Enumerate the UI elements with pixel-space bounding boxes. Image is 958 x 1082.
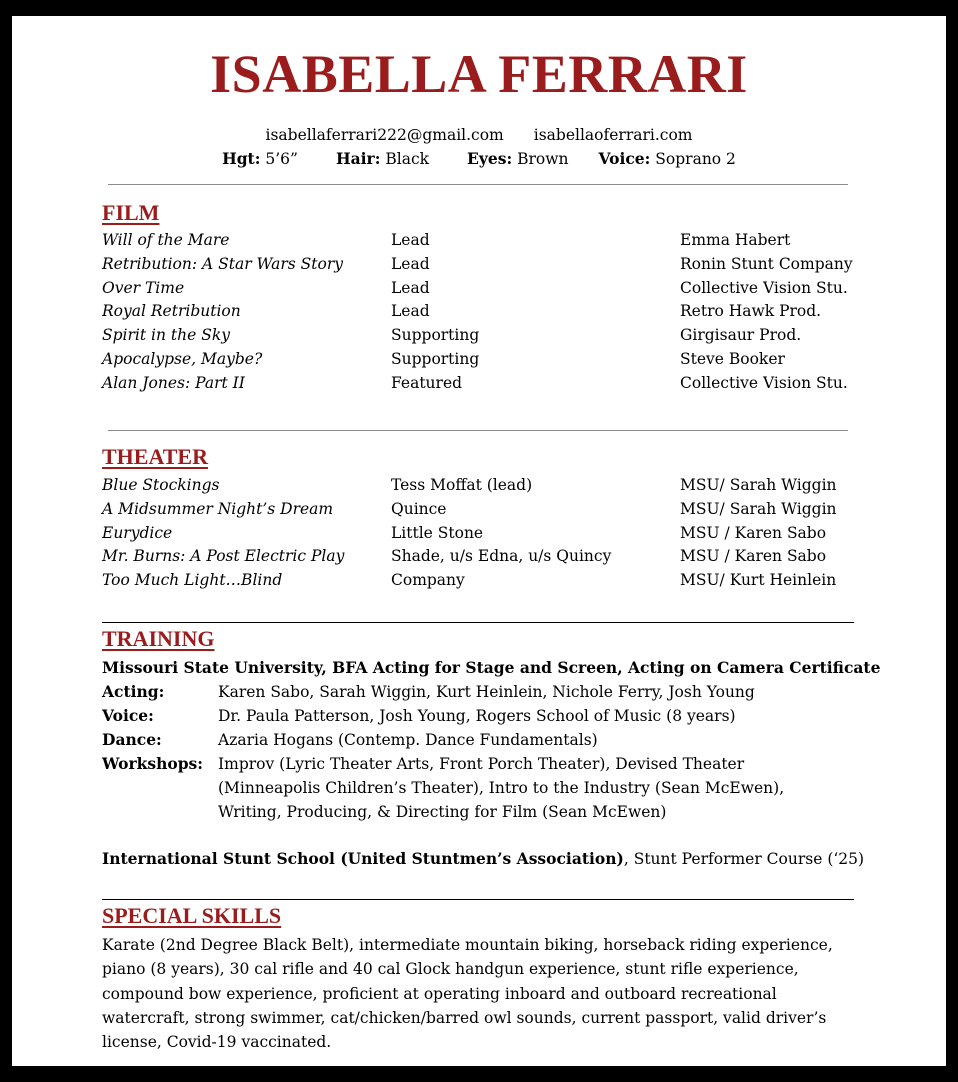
credit-title: Royal Retribution — [102, 302, 241, 321]
voice-value: Soprano 2 — [655, 150, 736, 168]
stunt-training — [102, 847, 864, 871]
credit-title: Blue Stockings — [102, 476, 220, 494]
film-heading: FILM — [102, 200, 160, 225]
credit-company: Girgisaur Prod. — [680, 326, 802, 345]
credit-title: Retribution: A Star Wars Story — [102, 254, 343, 273]
credit-title: Over Time — [102, 278, 185, 297]
credit-role: Featured — [391, 373, 463, 392]
theater-credit-row — [102, 498, 862, 522]
skills-heading: SPECIAL SKILLS — [102, 903, 282, 928]
stunt-school: International Stunt School (United Stuntmen’s Association) — [102, 849, 624, 868]
credit-role: Quince — [391, 499, 447, 518]
credit-company: MSU / Karen Sabo — [680, 547, 827, 566]
training-row-voice — [102, 704, 862, 728]
theater-credits — [102, 474, 862, 593]
resume-page — [12, 16, 946, 1066]
divider — [102, 899, 854, 900]
training-value: Dr. Paula Patterson, Josh Young, Rogers School of Music (8 years) — [218, 707, 736, 725]
height-label: Hgt: — [222, 149, 261, 168]
film-credit-row — [102, 229, 862, 253]
training-label: Dance: — [102, 730, 162, 749]
film-credit-row — [102, 348, 862, 372]
credit-company: Ronin Stunt Company — [680, 254, 853, 273]
credit-title: Alan Jones: Part II — [102, 373, 245, 392]
credit-role: Lead — [391, 278, 430, 297]
training-value: Improv (Lyric Theater Arts, Front Porch Theater), Devised Theater (Minneapolis Children’s Theater), Intro to the Industry (Sean McEwen), Writing, Producing, & Directing for Film (Sean McEwen) — [218, 755, 785, 821]
training-label: Acting: — [102, 682, 165, 701]
credit-role: Shade, u/s Edna, u/s Quincy — [391, 547, 612, 566]
credit-company: MSU/ Kurt Heinlein — [680, 571, 837, 590]
credit-role: Supporting — [391, 349, 480, 368]
actor-name: ISABELLA FERRARI — [210, 44, 748, 104]
film-credit-row — [102, 324, 862, 348]
credit-company: MSU/ Sarah Wiggin — [680, 499, 837, 518]
training-section — [102, 656, 881, 824]
training-value: Karen Sabo, Sarah Wiggin, Kurt Heinlein, Nichole Ferry, Josh Young — [218, 683, 755, 701]
voice-label: Voice: — [598, 149, 651, 168]
film-credit-row — [102, 300, 862, 324]
website-link[interactable]: isabellaoferrari.com — [533, 126, 693, 144]
credit-role: Little Stone — [391, 523, 484, 542]
training-school: Missouri State University, BFA Acting for Stage and Screen, Acting on Camera Certificate — [102, 658, 881, 677]
film-credit-row — [102, 372, 862, 396]
hair-value: Black — [385, 150, 430, 168]
credit-title: Too Much Light…Blind — [102, 571, 283, 590]
credit-role: Lead — [391, 254, 430, 273]
credit-title: A Midsummer Night’s Dream — [102, 499, 334, 518]
film-credits — [102, 229, 862, 396]
credit-company: Collective Vision Stu. — [680, 373, 848, 392]
eyes-value: Brown — [517, 150, 569, 168]
film-credit-row — [102, 277, 862, 301]
credit-company: MSU/ Sarah Wiggin — [680, 476, 837, 494]
stats-line — [12, 149, 946, 169]
training-row-acting — [102, 680, 862, 704]
credit-role: Supporting — [391, 326, 480, 345]
credit-role: Lead — [391, 231, 430, 249]
credit-title: Eurydice — [102, 523, 173, 542]
film-credit-row — [102, 253, 862, 277]
hair-label: Hair: — [335, 149, 381, 168]
email-link[interactable]: isabellaferrari222@gmail.com — [265, 126, 504, 144]
skills-text: Karate (2nd Degree Black Belt), intermediate mountain biking, horseback riding experience, piano (8 years), 30 cal rifle and 40 cal Glock handgun experience, stunt rifle experience, compound bow experience, proficient at operating inboard and outboard recreational watercraft, strong swimmer, cat/chicken/barred owl sounds, current passport, valid driver’s license, Covid-19 vaccinated. — [102, 936, 833, 1052]
training-value: Azaria Hogans (Contemp. Dance Fundamentals) — [218, 731, 598, 749]
theater-credit-row — [102, 545, 862, 569]
divider — [102, 622, 854, 623]
training-row-dance — [102, 728, 862, 752]
training-label: Workshops: — [102, 754, 204, 773]
credit-title: Mr. Burns: A Post Electric Play — [102, 547, 345, 566]
credit-title: Apocalypse, Maybe? — [102, 349, 263, 368]
credit-company: MSU / Karen Sabo — [680, 523, 827, 542]
divider — [108, 184, 848, 185]
credit-role: Tess Moffat (lead) — [391, 476, 533, 494]
contact-line — [12, 125, 946, 145]
divider — [108, 430, 848, 431]
credit-company: Retro Hawk Prod. — [680, 302, 822, 321]
credit-company: Collective Vision Stu. — [680, 278, 848, 297]
height-value: 5’6” — [265, 150, 298, 168]
eyes-label: Eyes: — [467, 149, 513, 168]
theater-credit-row — [102, 474, 862, 498]
training-label: Voice: — [102, 706, 154, 725]
theater-heading: THEATER — [102, 444, 208, 469]
credit-title: Will of the Mare — [102, 231, 230, 249]
theater-credit-row — [102, 522, 862, 546]
credit-role: Company — [391, 571, 465, 590]
credit-role: Lead — [391, 302, 430, 321]
credit-company: Emma Habert — [680, 231, 791, 249]
training-heading: TRAINING — [102, 626, 215, 651]
credit-company: Steve Booker — [680, 349, 785, 368]
credit-title: Spirit in the Sky — [102, 326, 230, 345]
theater-credit-row — [102, 569, 862, 593]
stunt-course: , Stunt Performer Course (‘25) — [623, 850, 865, 868]
training-row-workshops — [102, 752, 862, 824]
